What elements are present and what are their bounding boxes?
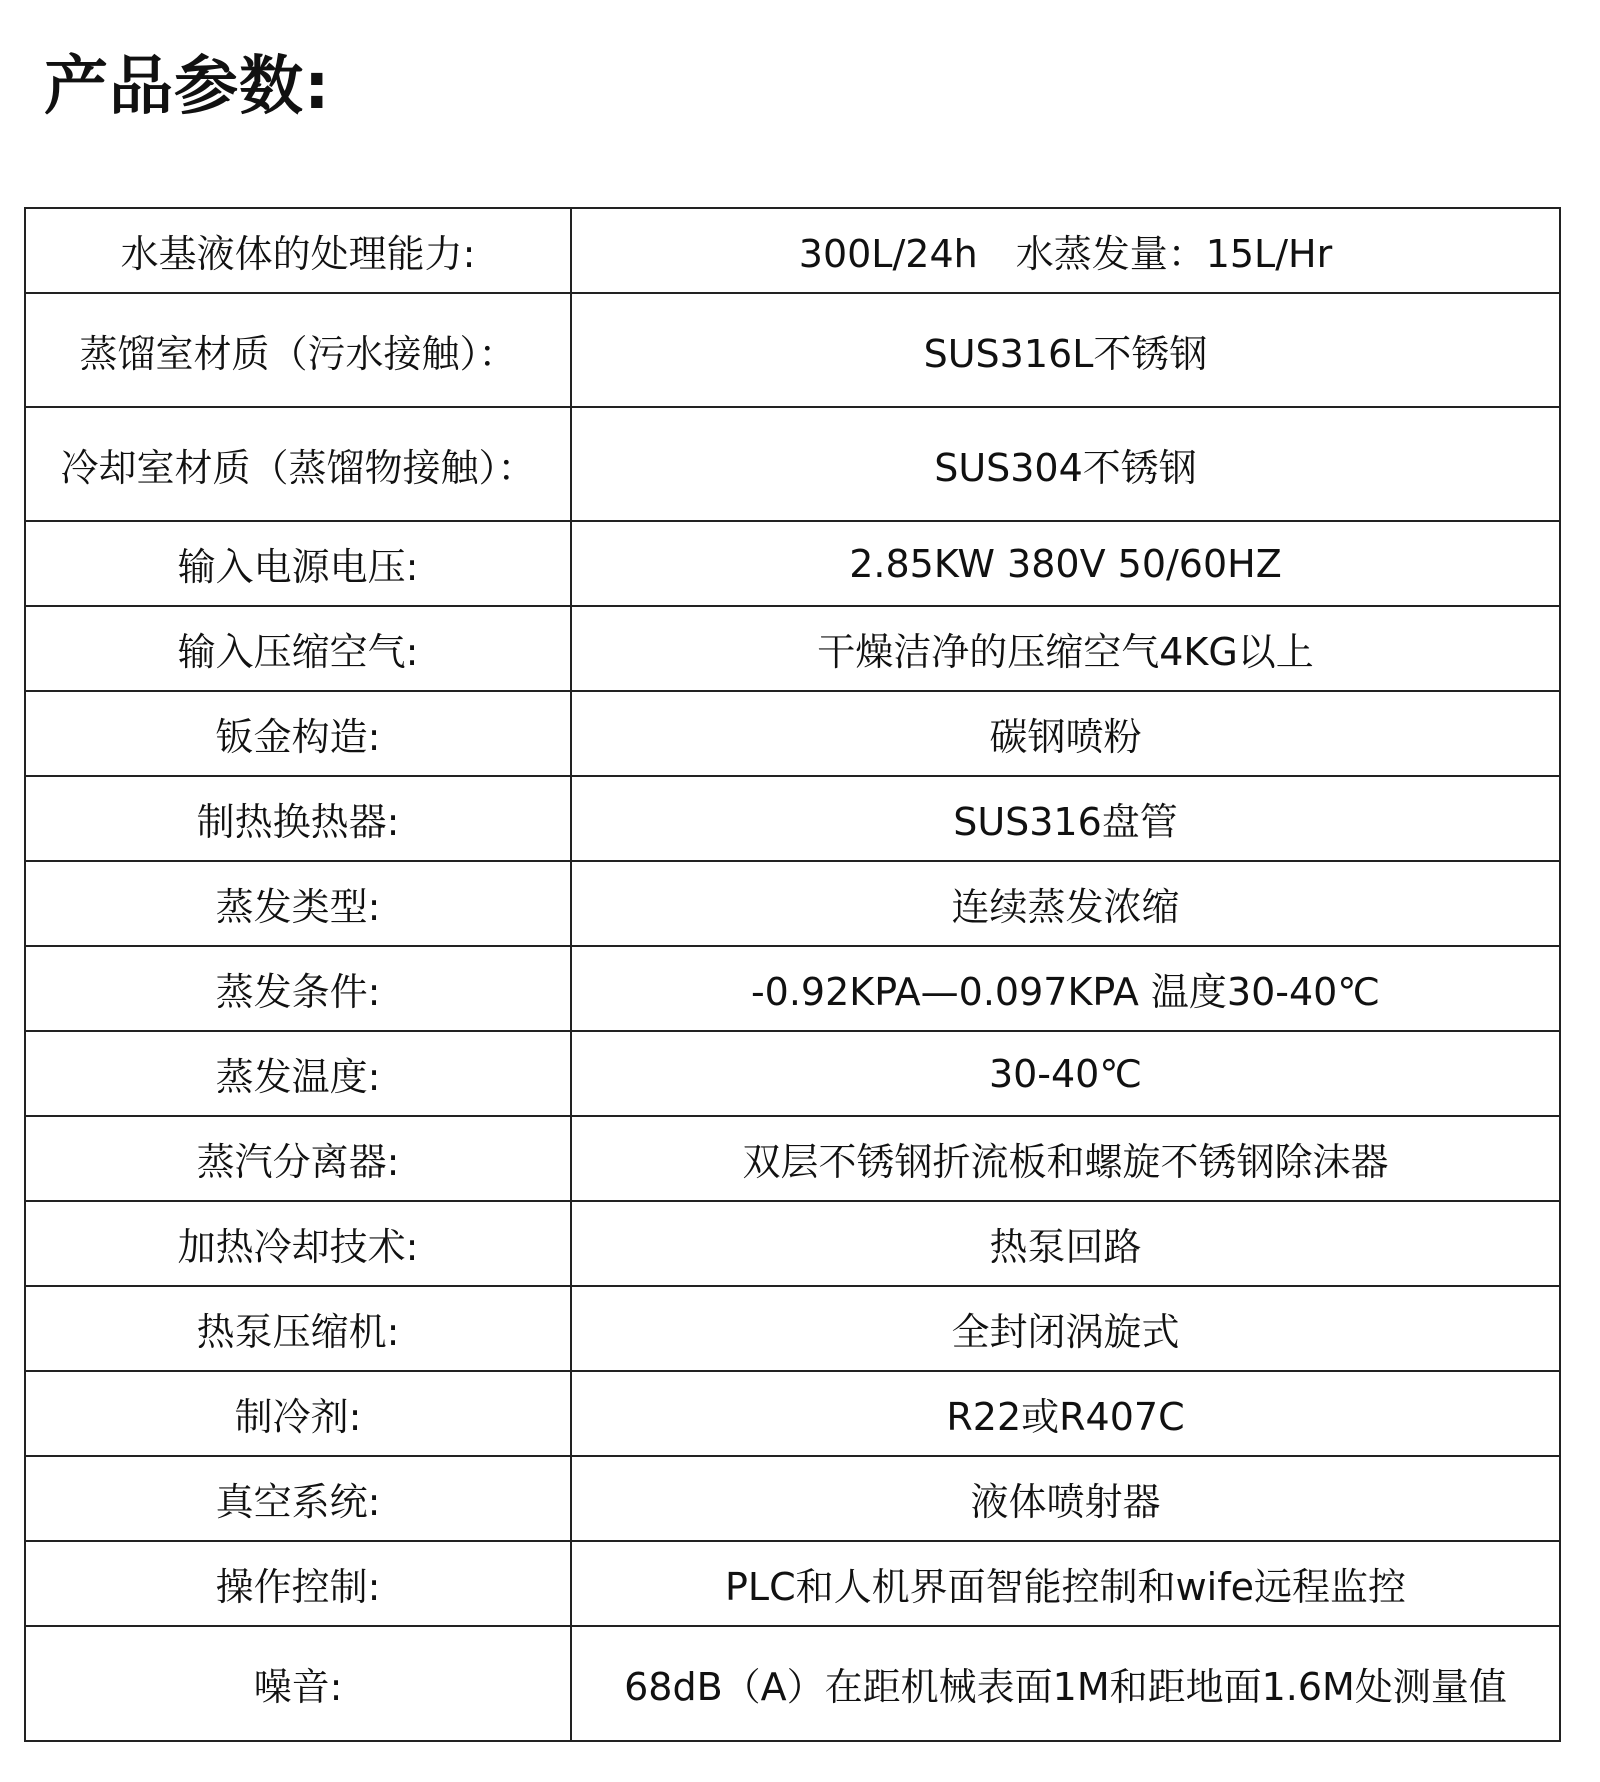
spec-table bbox=[24, 207, 1561, 1742]
param-value: 300L/24h 水蒸发量：15L/Hr bbox=[571, 208, 1560, 293]
param-label: 钣金构造: bbox=[25, 691, 571, 776]
param-value: SUS316L不锈钢 bbox=[571, 293, 1560, 407]
param-label: 蒸发条件: bbox=[25, 946, 571, 1031]
table-row bbox=[25, 1031, 1560, 1116]
param-value: 热泵回路 bbox=[571, 1201, 1560, 1286]
param-value: PLC和人机界面智能控制和wife远程监控 bbox=[571, 1541, 1560, 1626]
table-row bbox=[25, 521, 1560, 606]
param-label: 蒸发类型: bbox=[25, 861, 571, 946]
param-label: 制冷剂: bbox=[25, 1371, 571, 1456]
table-row bbox=[25, 1286, 1560, 1371]
param-value: 干燥洁净的压缩空气4KG以上 bbox=[571, 606, 1560, 691]
param-value: SUS304不锈钢 bbox=[571, 407, 1560, 521]
param-value: 全封闭涡旋式 bbox=[571, 1286, 1560, 1371]
param-value: -0.92KPA—0.097KPA 温度30-40℃ bbox=[571, 946, 1560, 1031]
table-row bbox=[25, 1626, 1560, 1741]
param-label: 蒸馏室材质（污水接触）： bbox=[25, 293, 571, 407]
table-row bbox=[25, 407, 1560, 521]
page-title: 产品参数: bbox=[44, 50, 331, 124]
table-row bbox=[25, 293, 1560, 407]
table-row bbox=[25, 1541, 1560, 1626]
param-value: 68dB（A）在距机械表面1M和距地面1.6M处测量值 bbox=[571, 1626, 1560, 1741]
table-row bbox=[25, 691, 1560, 776]
param-value: 连续蒸发浓缩 bbox=[571, 861, 1560, 946]
param-label: 输入电源电压: bbox=[25, 521, 571, 606]
table-row bbox=[25, 606, 1560, 691]
param-value: 双层不锈钢折流板和螺旋不锈钢除沫器 bbox=[571, 1116, 1560, 1201]
table-row bbox=[25, 208, 1560, 293]
table-row bbox=[25, 1201, 1560, 1286]
param-label: 蒸汽分离器: bbox=[25, 1116, 571, 1201]
param-value: 30-40℃ bbox=[571, 1031, 1560, 1116]
param-label: 水基液体的处理能力: bbox=[25, 208, 571, 293]
param-label: 噪音: bbox=[25, 1626, 571, 1741]
table-row bbox=[25, 946, 1560, 1031]
param-value: 碳钢喷粉 bbox=[571, 691, 1560, 776]
param-value: 液体喷射器 bbox=[571, 1456, 1560, 1541]
param-value: 2.85KW 380V 50/60HZ bbox=[571, 521, 1560, 606]
param-label: 蒸发温度: bbox=[25, 1031, 571, 1116]
param-label: 操作控制: bbox=[25, 1541, 571, 1626]
table-row bbox=[25, 1116, 1560, 1201]
param-label: 输入压缩空气: bbox=[25, 606, 571, 691]
param-value: SUS316盘管 bbox=[571, 776, 1560, 861]
table-row bbox=[25, 1456, 1560, 1541]
param-label: 冷却室材质（蒸馏物接触）： bbox=[25, 407, 571, 521]
param-label: 真空系统: bbox=[25, 1456, 571, 1541]
table-row bbox=[25, 776, 1560, 861]
param-label: 制热换热器: bbox=[25, 776, 571, 861]
table-row bbox=[25, 861, 1560, 946]
param-label: 热泵压缩机: bbox=[25, 1286, 571, 1371]
param-value: R22或R407C bbox=[571, 1371, 1560, 1456]
param-label: 加热冷却技术: bbox=[25, 1201, 571, 1286]
table-row bbox=[25, 1371, 1560, 1456]
